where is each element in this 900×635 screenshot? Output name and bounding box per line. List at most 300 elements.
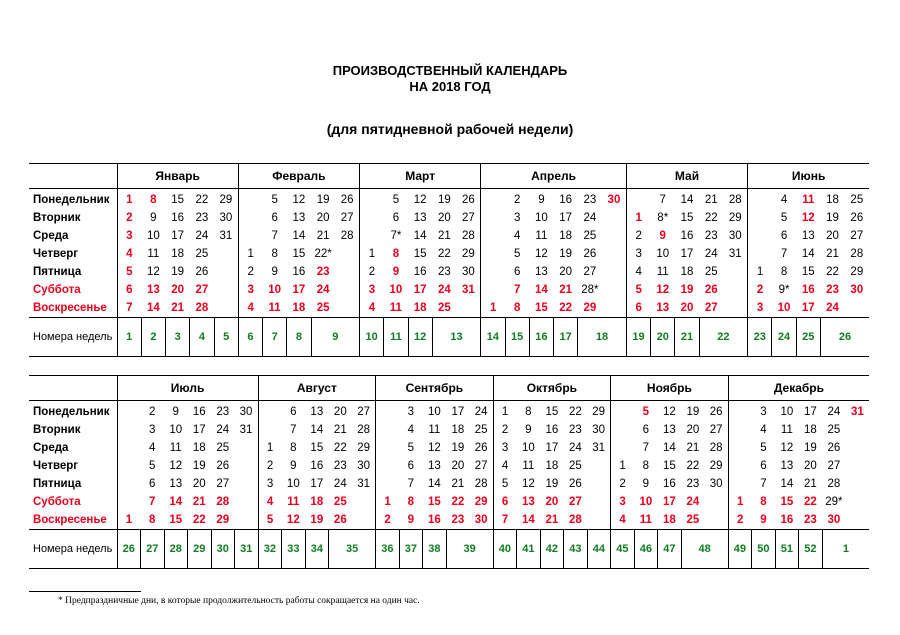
day-cell: 31 <box>219 230 233 242</box>
day-cell: 1 <box>238 245 262 263</box>
week-number: 43 <box>564 530 588 569</box>
day-cell <box>728 475 752 493</box>
day-cell: 1 <box>376 493 400 511</box>
day-cell: 18 <box>545 460 559 472</box>
day-cell: 2 <box>258 457 282 475</box>
day-cell: 25 <box>704 266 718 278</box>
day-cell: 25 <box>474 424 488 436</box>
day-cell: 26 <box>216 460 230 472</box>
day-cell: 28 <box>827 478 841 490</box>
day-cell: 31 <box>462 284 475 296</box>
day-cell: 26 <box>568 478 582 490</box>
day-cell: 3 <box>149 424 156 436</box>
day-cell: 16 <box>192 406 206 418</box>
day-cell <box>846 511 870 530</box>
week-number: 5 <box>214 318 238 357</box>
day-cell: 28 <box>709 442 723 454</box>
month-header: Февраль <box>238 164 359 189</box>
day-cell: 22 <box>704 212 718 224</box>
day-cell: 1 <box>117 511 141 530</box>
day-cell: 23 <box>333 460 347 472</box>
day-cell: 5 <box>407 442 415 454</box>
day-cell: 1 <box>117 189 141 210</box>
week-number: 23 <box>748 318 772 357</box>
day-cell: 9 <box>659 230 666 242</box>
day-cell: 13 <box>521 496 535 508</box>
day-cell: 1 <box>360 245 384 263</box>
day-cell: 23 <box>437 266 451 278</box>
day-cell: 14 <box>680 194 694 206</box>
day-cell: 11 <box>268 302 281 314</box>
day-cell: 17 <box>192 424 206 436</box>
day-cell: 26 <box>850 212 864 224</box>
day-cell: 22 <box>195 194 209 206</box>
day-cell: 12 <box>521 478 535 490</box>
day-cell: 23 <box>583 194 597 206</box>
day-cell <box>846 439 870 457</box>
day-cell: 13 <box>780 460 794 472</box>
day-cell: 7* <box>390 230 402 242</box>
day-cell: 30 <box>709 478 723 490</box>
day-cell: 27 <box>340 212 354 224</box>
day-cell: 8 <box>780 266 788 278</box>
day-cell: 23 <box>216 406 230 418</box>
day-cell <box>360 227 384 245</box>
week-number: 47 <box>658 530 682 569</box>
day-cell: 11 <box>147 248 160 260</box>
day-cell: 16 <box>310 460 324 472</box>
day-cell <box>748 189 772 210</box>
day-cell: 7 <box>290 424 297 436</box>
weekday-label: Вторник <box>33 424 81 436</box>
day-cell: 13 <box>310 406 324 418</box>
weekday-label: Суббота <box>33 284 81 296</box>
day-cell: 15 <box>169 514 183 526</box>
day-cell: 17 <box>545 442 559 454</box>
day-cell: 5 <box>760 442 767 454</box>
day-cell: 9 <box>760 514 767 526</box>
day-cell: 21 <box>451 478 465 490</box>
day-cell: 4 <box>493 457 517 475</box>
day-cell: 20 <box>171 284 185 296</box>
day-cell: 14 <box>780 478 794 490</box>
day-cell: 24 <box>316 284 330 296</box>
day-cell: 27 <box>709 424 723 436</box>
day-cell: 9* <box>778 284 790 296</box>
week-number: 11 <box>384 318 408 357</box>
day-cell: 23 <box>686 478 700 490</box>
day-cell: 27 <box>850 230 864 242</box>
day-cell: 6 <box>271 212 278 224</box>
week-number: 40 <box>493 530 517 569</box>
day-cell <box>457 299 481 318</box>
weekday-label: Среда <box>33 442 69 454</box>
day-cell: 7 <box>493 511 517 530</box>
day-cell: 25 <box>827 424 841 436</box>
day-cell <box>611 401 635 422</box>
day-cell: 5 <box>626 281 650 299</box>
day-cell: 7 <box>642 442 650 454</box>
day-cell: 9 <box>392 266 400 278</box>
day-cell: 28 <box>850 248 864 260</box>
day-cell: 19 <box>559 248 573 260</box>
day-cell: 13 <box>169 478 183 490</box>
day-cell: 15 <box>545 406 559 418</box>
day-cell: 13 <box>535 266 548 278</box>
day-cell: 11 <box>287 496 300 508</box>
day-cell: 2 <box>513 194 521 206</box>
day-cell: 2 <box>238 263 262 281</box>
day-cell: 22 <box>451 496 465 508</box>
day-cell <box>611 421 635 439</box>
day-cell: 1 <box>611 457 635 475</box>
day-cell: 12 <box>662 406 676 418</box>
day-cell: 10 <box>521 442 535 454</box>
day-cell: 28 <box>195 302 209 314</box>
day-cell: 12 <box>801 212 815 224</box>
day-cell: 3 <box>626 245 650 263</box>
day-cell: 3 <box>513 212 521 224</box>
day-cell <box>258 401 282 422</box>
day-cell <box>235 457 259 475</box>
day-cell: 12 <box>146 266 160 278</box>
day-cell: 20 <box>451 460 465 472</box>
day-cell: 19 <box>680 284 694 296</box>
day-cell: 4 <box>149 442 156 454</box>
day-cell: 11 <box>389 302 402 314</box>
day-cell: 16 <box>780 514 794 526</box>
day-cell: 24 <box>583 212 597 224</box>
day-cell: 14 <box>521 514 535 526</box>
day-cell: 8 <box>642 460 650 472</box>
day-cell: 29 <box>592 406 606 418</box>
week-number: 41 <box>517 530 541 569</box>
day-cell: 27 <box>568 496 582 508</box>
day-cell: 8 <box>290 442 297 454</box>
week-number: 7 <box>263 318 287 357</box>
day-cell: 15 <box>310 442 324 454</box>
week-number: 12 <box>408 318 432 357</box>
footnote: * Предпраздничные дни, в которые продолжительность работы сокращается на один час. <box>58 596 420 606</box>
day-cell: 29 <box>462 248 475 260</box>
day-cell: 23 <box>451 514 465 526</box>
day-cell: 7 <box>271 230 278 242</box>
day-cell: 6 <box>642 424 650 436</box>
day-cell: 29 <box>728 212 742 224</box>
day-cell: 13 <box>413 212 427 224</box>
day-cell <box>846 457 870 475</box>
day-cell: 29 <box>474 496 488 508</box>
day-cell: 21 <box>545 514 559 526</box>
day-cell: 22 <box>333 442 347 454</box>
day-cell <box>587 511 611 530</box>
day-cell: 27 <box>704 302 718 314</box>
day-cell: 25 <box>583 230 597 242</box>
day-cell <box>748 209 772 227</box>
day-cell: 10 <box>268 284 282 296</box>
day-cell: 24 <box>686 496 700 508</box>
month-header: Август <box>258 376 376 401</box>
day-cell: 17 <box>801 302 815 314</box>
day-cell: 21 <box>171 302 185 314</box>
day-cell: 20 <box>804 460 817 472</box>
day-cell: 2 <box>728 511 752 530</box>
week-number: 14 <box>481 318 505 357</box>
day-cell: 8* <box>657 212 669 224</box>
day-cell: 1 <box>728 493 752 511</box>
day-cell: 19 <box>171 266 185 278</box>
day-cell: 26 <box>827 442 841 454</box>
week-number: 18 <box>578 318 627 357</box>
day-cell: 16 <box>662 478 676 490</box>
day-cell <box>481 209 505 227</box>
day-cell: 17 <box>171 230 185 242</box>
day-cell: 15 <box>780 496 794 508</box>
day-cell: 4 <box>360 299 384 318</box>
day-cell: 15 <box>680 212 694 224</box>
day-cell: 20 <box>826 230 839 242</box>
day-cell: 9 <box>271 266 278 278</box>
day-cell: 30 <box>219 212 233 224</box>
week-number: 38 <box>423 530 447 569</box>
day-cell: 5 <box>258 511 282 530</box>
week-number: 16 <box>529 318 553 357</box>
day-cell <box>335 245 359 263</box>
day-cell <box>360 189 384 210</box>
day-cell: 1 <box>493 401 517 422</box>
day-cell: 20 <box>680 302 694 314</box>
weekday-label: Четверг <box>33 460 79 472</box>
day-cell <box>117 439 141 457</box>
day-cell: 3 <box>407 406 415 418</box>
day-cell: 22 <box>686 460 700 472</box>
day-cell: 27 <box>474 460 488 472</box>
day-cell: 28 <box>340 230 354 242</box>
day-cell: 3 <box>258 475 282 493</box>
day-cell: 21 <box>437 230 451 242</box>
day-cell: 28* <box>581 284 599 296</box>
day-cell <box>705 493 729 511</box>
week-number: 51 <box>775 530 799 569</box>
day-cell: 12 <box>535 248 548 260</box>
day-cell: 2 <box>626 227 650 245</box>
day-cell: 25 <box>568 460 582 472</box>
day-cell: 6 <box>493 493 517 511</box>
day-cell: 28 <box>568 514 582 526</box>
day-cell: 8 <box>150 194 157 206</box>
day-cell: 19 <box>437 194 451 206</box>
day-cell <box>728 421 752 439</box>
day-cell: 17 <box>804 406 817 418</box>
month-header: Сентябрь <box>376 376 494 401</box>
day-cell: 12 <box>413 194 427 206</box>
week-numbers-label: Номера недель <box>29 318 117 357</box>
day-cell: 1 <box>258 439 282 457</box>
day-cell: 15 <box>662 460 676 472</box>
day-cell <box>238 209 262 227</box>
day-cell: 20 <box>192 478 206 490</box>
week-number: 10 <box>360 318 384 357</box>
day-cell: 28 <box>474 478 488 490</box>
day-cell <box>602 209 626 227</box>
day-cell: 22 <box>559 302 573 314</box>
week-number: 1 <box>822 530 869 569</box>
day-cell: 19 <box>826 212 839 224</box>
week-number: 49 <box>728 530 752 569</box>
day-cell: 6 <box>149 478 156 490</box>
day-cell: 7 <box>659 194 666 206</box>
day-cell: 9 <box>642 478 650 490</box>
day-cell: 17 <box>451 406 465 418</box>
day-cell: 10 <box>656 248 670 260</box>
day-cell: 9 <box>290 460 297 472</box>
day-cell: 13 <box>292 212 306 224</box>
day-cell <box>117 457 141 475</box>
week-number: 34 <box>305 530 329 569</box>
day-cell <box>258 421 282 439</box>
day-cell: 20 <box>559 266 573 278</box>
week-number: 27 <box>141 530 165 569</box>
day-cell: 23 <box>568 424 582 436</box>
day-cell: 5 <box>493 475 517 493</box>
weekday-label: Суббота <box>33 496 81 508</box>
day-cell: 4 <box>258 493 282 511</box>
day-cell <box>117 421 141 439</box>
day-cell: 3 <box>360 281 384 299</box>
month-header: Ноябрь <box>611 376 729 401</box>
day-cell <box>481 281 505 299</box>
day-cell: 30 <box>462 266 475 278</box>
day-cell: 6 <box>290 406 297 418</box>
day-cell: 19 <box>686 406 700 418</box>
day-cell: 21 <box>559 284 573 296</box>
day-cell: 18 <box>310 496 324 508</box>
week-number: 37 <box>399 530 423 569</box>
day-cell <box>481 189 505 210</box>
day-cell <box>846 475 870 493</box>
day-cell: 25 <box>850 194 864 206</box>
day-cell: 18 <box>292 302 306 314</box>
day-cell: 4 <box>780 194 788 206</box>
day-cell: 26 <box>704 284 718 296</box>
day-cell: 14 <box>427 478 441 490</box>
day-cell: 13 <box>146 284 160 296</box>
footnote-divider <box>29 591 141 592</box>
day-cell: 3 <box>611 493 635 511</box>
day-cell: 9 <box>525 424 532 436</box>
day-cell: 13 <box>662 424 676 436</box>
day-cell: 19 <box>316 194 330 206</box>
day-cell <box>845 299 869 318</box>
day-cell <box>214 263 238 281</box>
day-cell <box>352 511 376 530</box>
page-subtitle: (для пятидневной рабочей недели) <box>326 121 574 137</box>
day-cell: 12 <box>656 284 670 296</box>
day-cell: 27 <box>216 478 230 490</box>
day-cell: 4 <box>513 230 521 242</box>
day-cell: 24 <box>216 424 230 436</box>
week-number: 28 <box>164 530 188 569</box>
weekday-label: Понедельник <box>33 194 110 206</box>
week-number: 6 <box>238 318 262 357</box>
day-cell: 21 <box>192 496 206 508</box>
day-cell: 19 <box>192 460 206 472</box>
day-cell: 4 <box>238 299 262 318</box>
day-cell: 14 <box>662 442 676 454</box>
weekday-label: Пятница <box>33 266 82 278</box>
day-cell: 11 <box>535 230 548 242</box>
day-cell <box>376 457 400 475</box>
calendar-table-jan-jun <box>29 163 869 357</box>
week-number: 3 <box>166 318 190 357</box>
day-cell: 8 <box>760 496 767 508</box>
day-cell <box>611 439 635 457</box>
day-cell: 21 <box>333 424 347 436</box>
day-cell: 8 <box>525 406 532 418</box>
week-number: 26 <box>820 318 869 357</box>
day-cell: 11 <box>656 266 669 278</box>
day-cell: 2 <box>493 421 517 439</box>
day-cell <box>117 401 141 422</box>
day-cell: 18 <box>171 248 185 260</box>
weekday-label: Воскресенье <box>33 514 107 526</box>
day-cell: 4 <box>407 424 415 436</box>
day-cell: 13 <box>656 302 670 314</box>
weekday-label: Четверг <box>33 248 79 260</box>
day-cell: 17 <box>680 248 694 260</box>
day-cell: 18 <box>662 514 676 526</box>
month-header: Март <box>360 164 481 189</box>
day-cell: 30 <box>827 514 841 526</box>
day-cell <box>117 475 141 493</box>
day-cell: 6 <box>513 266 521 278</box>
day-cell <box>846 493 870 511</box>
title-line-2: НА 2018 ГОД <box>409 79 491 94</box>
month-header: Декабрь <box>728 376 869 401</box>
day-cell: 25 <box>437 302 451 314</box>
day-cell: 7 <box>513 284 521 296</box>
day-cell <box>587 493 611 511</box>
day-cell: 11 <box>802 194 815 206</box>
day-cell: 13 <box>427 460 441 472</box>
day-cell: 12 <box>780 442 794 454</box>
day-cell: 21 <box>826 248 839 260</box>
day-cell: 30 <box>357 460 370 472</box>
week-number: 35 <box>329 530 376 569</box>
day-cell: 16 <box>680 230 694 242</box>
week-number: 42 <box>540 530 564 569</box>
day-cell <box>335 263 359 281</box>
month-header: Июнь <box>748 164 869 189</box>
day-cell: 17 <box>310 478 324 490</box>
day-cell: 30 <box>592 424 606 436</box>
day-cell <box>602 245 626 263</box>
day-cell: 10 <box>427 406 441 418</box>
week-number: 22 <box>699 318 748 357</box>
week-number: 9 <box>311 318 360 357</box>
day-cell: 6 <box>407 460 415 472</box>
day-cell: 11 <box>780 424 793 436</box>
day-cell: 12 <box>169 460 183 472</box>
day-cell: 20 <box>437 212 451 224</box>
day-cell: 12 <box>292 194 306 206</box>
day-cell: 3 <box>493 439 517 457</box>
day-cell: 17 <box>559 212 573 224</box>
day-cell: 30 <box>474 514 488 526</box>
day-cell: 30 <box>239 406 253 418</box>
day-cell: 24 <box>827 406 841 418</box>
day-cell: 31 <box>357 478 370 490</box>
